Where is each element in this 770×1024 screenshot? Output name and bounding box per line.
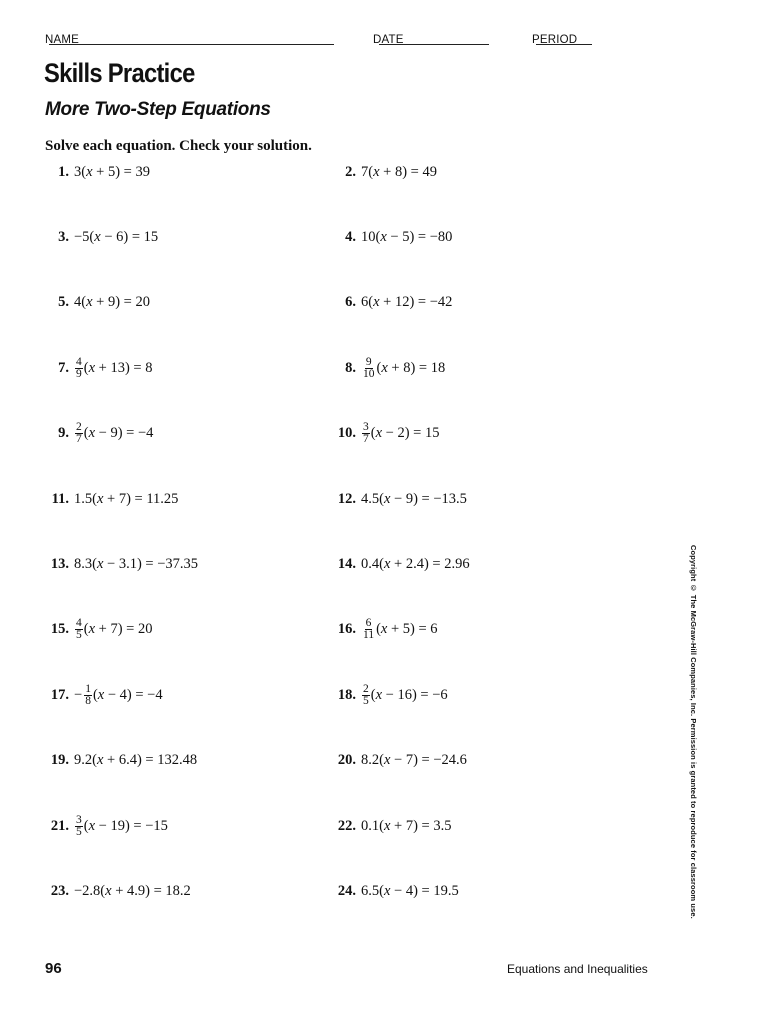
problem-expression: 6.5(x − 4) = 19.5 — [361, 882, 459, 899]
chapter-title: Equations and Inequalities — [507, 962, 648, 976]
name-field[interactable] — [49, 34, 334, 45]
fraction-numerator: 1 — [85, 682, 91, 695]
problem-item — [332, 681, 448, 709]
fraction-numerator: 4 — [76, 355, 82, 368]
page-subtitle: More Two-Step Equations — [45, 99, 271, 120]
problem-expression: 0.4(x + 2.4) = 2.96 — [361, 555, 470, 572]
problem-number: 22. — [337, 817, 356, 834]
date-field[interactable] — [379, 34, 489, 45]
problem-item — [45, 681, 163, 709]
problem-item — [332, 158, 437, 186]
problem-number: 4. — [345, 228, 356, 245]
fraction-denominator: 5 — [76, 629, 82, 642]
date-label: DATE — [373, 34, 404, 46]
problem-item — [45, 747, 197, 775]
problem-number: 2. — [345, 163, 356, 180]
fraction-denominator: 7 — [76, 433, 82, 446]
problem-item — [332, 747, 467, 775]
problem-number: 5. — [58, 294, 69, 311]
problem-expression: (x + 8) = 18 — [376, 359, 446, 376]
problem-expression: (x − 16) = −6 — [370, 686, 448, 703]
problem-expression: 0.1(x + 7) = 3.5 — [361, 817, 452, 834]
problem-item — [45, 158, 150, 186]
problem-item — [45, 485, 178, 513]
fraction-numerator: 6 — [365, 617, 372, 630]
problem-number: 11. — [51, 490, 69, 507]
fraction-numerator: 3 — [76, 813, 82, 826]
problem-expression: 1.5(x + 7) = 11.25 — [74, 490, 179, 507]
problem-number: 24. — [337, 882, 356, 899]
copyright-notice: Copyright © The McGraw-Hill Companies, Inc. Permission is granted to reproduce for classroom use. — [689, 545, 698, 919]
problem-expression: (x + 13) = 8 — [83, 359, 153, 376]
problem-item — [332, 420, 439, 448]
period-label: PERIOD — [532, 34, 578, 46]
fraction-denominator: 5 — [363, 694, 369, 707]
problem-expression: (x + 5) = 6 — [376, 621, 438, 638]
problem-expression: 6(x + 12) = −42 — [361, 294, 453, 311]
problem-expression: 9.2(x + 6.4) = 132.48 — [74, 752, 198, 769]
fraction-numerator: 2 — [363, 682, 369, 695]
problem-fraction — [75, 618, 83, 641]
problem-number: 8. — [345, 359, 356, 376]
problem-item — [332, 812, 451, 840]
problem-expression: 10(x − 5) = −80 — [361, 228, 453, 245]
fraction-numerator: 2 — [76, 421, 82, 434]
problem-number: 13. — [50, 555, 69, 572]
problem-item — [332, 616, 438, 644]
fraction-denominator: 11 — [363, 629, 375, 642]
fraction-denominator: 9 — [76, 367, 82, 380]
problem-item — [45, 289, 150, 317]
fraction-numerator: 3 — [363, 421, 369, 434]
problem-number: 18. — [337, 686, 356, 703]
problem-item — [332, 877, 459, 905]
problem-number: 19. — [50, 752, 69, 769]
fraction-numerator: 4 — [76, 617, 82, 630]
problem-fraction — [362, 422, 370, 445]
problem-number: 10. — [337, 425, 356, 442]
problem-item — [45, 616, 152, 644]
problem-item — [45, 354, 152, 382]
problem-item — [45, 223, 158, 251]
problem-number: 12. — [337, 490, 356, 507]
problem-fraction — [362, 684, 370, 707]
problem-expression: (x − 9) = −4 — [83, 425, 154, 442]
fraction-denominator: 5 — [76, 825, 82, 838]
period-field[interactable] — [536, 34, 592, 45]
problem-number: 20. — [337, 752, 356, 769]
fraction-denominator: 8 — [85, 694, 91, 707]
fraction-denominator: 10 — [363, 367, 375, 380]
problem-number: 14. — [337, 555, 356, 572]
page-number: 96 — [45, 960, 62, 977]
problem-number: 17. — [50, 686, 69, 703]
problem-number: 7. — [58, 359, 69, 376]
problem-item — [332, 289, 452, 317]
problem-number: 21. — [50, 817, 69, 834]
problem-fraction — [75, 422, 83, 445]
problem-expression: (x − 19) = −15 — [83, 817, 168, 834]
problem-expression: 7(x + 8) = 49 — [361, 163, 437, 180]
instructions: Solve each equation. Check your solution. — [45, 138, 312, 154]
problem-expression: 8.2(x − 7) = −24.6 — [361, 752, 467, 769]
problem-number: 16. — [337, 621, 356, 638]
problem-expression: 3(x + 5) = 39 — [74, 163, 150, 180]
problem-expression: (x − 2) = 15 — [370, 425, 440, 442]
problem-expression: 8.3(x − 3.1) = −37.35 — [74, 555, 199, 572]
problem-item — [45, 877, 191, 905]
problem-item — [45, 420, 153, 448]
problem-number: 1. — [58, 163, 69, 180]
problem-item — [332, 550, 470, 578]
problem-expression: (x + 7) = 20 — [83, 621, 153, 638]
fraction-numerator: 9 — [365, 355, 372, 368]
page-title: Skills Practice — [44, 58, 195, 88]
problem-fraction — [362, 618, 375, 641]
fraction-denominator: 7 — [363, 433, 369, 446]
name-label: NAME — [45, 34, 80, 46]
problem-fraction — [84, 684, 92, 707]
problem-expression: 4(x + 9) = 20 — [74, 294, 150, 311]
problem-expression: −5(x − 6) = 15 — [74, 228, 159, 245]
problem-expression: 4.5(x − 9) = −13.5 — [361, 490, 467, 507]
problem-number: 3. — [58, 228, 69, 245]
problem-item — [45, 812, 168, 840]
problem-number: 15. — [50, 621, 69, 638]
problem-expression: −2.8(x + 4.9) = 18.2 — [74, 882, 191, 899]
problem-fraction — [75, 357, 83, 380]
problem-number: 6. — [345, 294, 356, 311]
problem-item — [332, 223, 452, 251]
problem-item — [332, 485, 467, 513]
problem-fraction — [75, 815, 83, 838]
problem-number: 9. — [58, 425, 69, 442]
problem-item — [332, 354, 445, 382]
problem-fraction — [362, 357, 376, 380]
problem-sign: − — [74, 686, 83, 703]
problem-number: 23. — [50, 882, 69, 899]
problem-item — [45, 550, 198, 578]
problem-expression: (x − 4) = −4 — [92, 686, 163, 703]
